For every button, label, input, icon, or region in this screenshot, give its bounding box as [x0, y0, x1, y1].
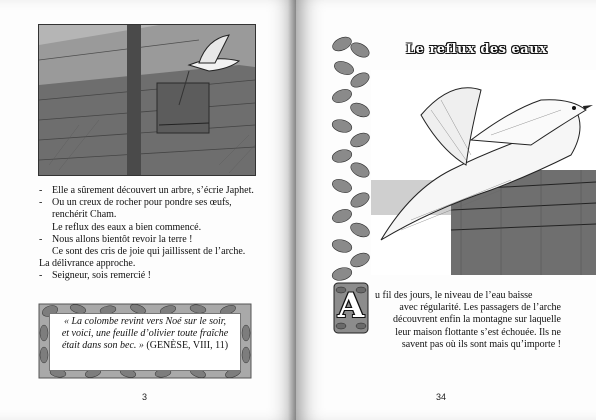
page-number: 3: [142, 392, 148, 402]
dropcap-letter: A: [337, 286, 365, 326]
paragraph-line: leur maison flottante s’est échouée. Ils ne: [395, 326, 561, 338]
paragraph-line: savent pas où ils sont mais qu’importe !: [401, 338, 561, 350]
paragraph-line: découvrent enfin la montagne sur laquelle: [393, 314, 561, 326]
right-page: [296, 0, 596, 420]
scripture-quote-frame: [38, 303, 252, 379]
dialogue-line: - Nous allons bientôt revoir la terre !: [39, 233, 193, 245]
dialogue-line: La délivrance approche.: [39, 258, 136, 270]
dialogue-line: Ce sont des cris de joie qui jaillissent de l’arche.: [52, 246, 246, 258]
paragraph-line: avec régularité. Les passagers de l’arche: [399, 302, 561, 314]
body-paragraph: [375, 290, 561, 351]
quote-line: « La colombe revint vers Noé sur le soir,: [63, 316, 227, 327]
dove-over-ark-illustration: [371, 70, 596, 275]
chapter-title: Le reflux des eaux: [406, 42, 548, 57]
quote-reference: (GENÈSE, VIII, 11): [146, 340, 229, 351]
dialogue-line: - Elle a sûrement découvert un arbre, s’écrie Japhet.: [39, 185, 254, 196]
paragraph-line: u fil des jours, le niveau de l’eau baisse: [375, 290, 533, 301]
quote-line: était dans son bec. » (GENÈSE, VIII, 11): [61, 340, 229, 351]
dialogue-line: Le reflux des eaux a bien commencé.: [52, 221, 202, 233]
dialogue-block: [39, 185, 259, 283]
dropcap-ornament: [333, 282, 369, 334]
left-page: [0, 0, 296, 420]
page-number: 34: [436, 392, 447, 402]
ark-dove-illustration: [38, 24, 256, 176]
dialogue-line: renchérit Cham.: [52, 209, 117, 221]
quote-line: et voici, une feuille d’olivier toute fraîche: [61, 328, 229, 339]
dialogue-line: - Ou un creux de rocher pour pondre ses œufs,: [39, 197, 232, 209]
dialogue-line: - Seigneur, sois remercié !: [39, 270, 152, 282]
scripture-quote: [49, 313, 241, 371]
